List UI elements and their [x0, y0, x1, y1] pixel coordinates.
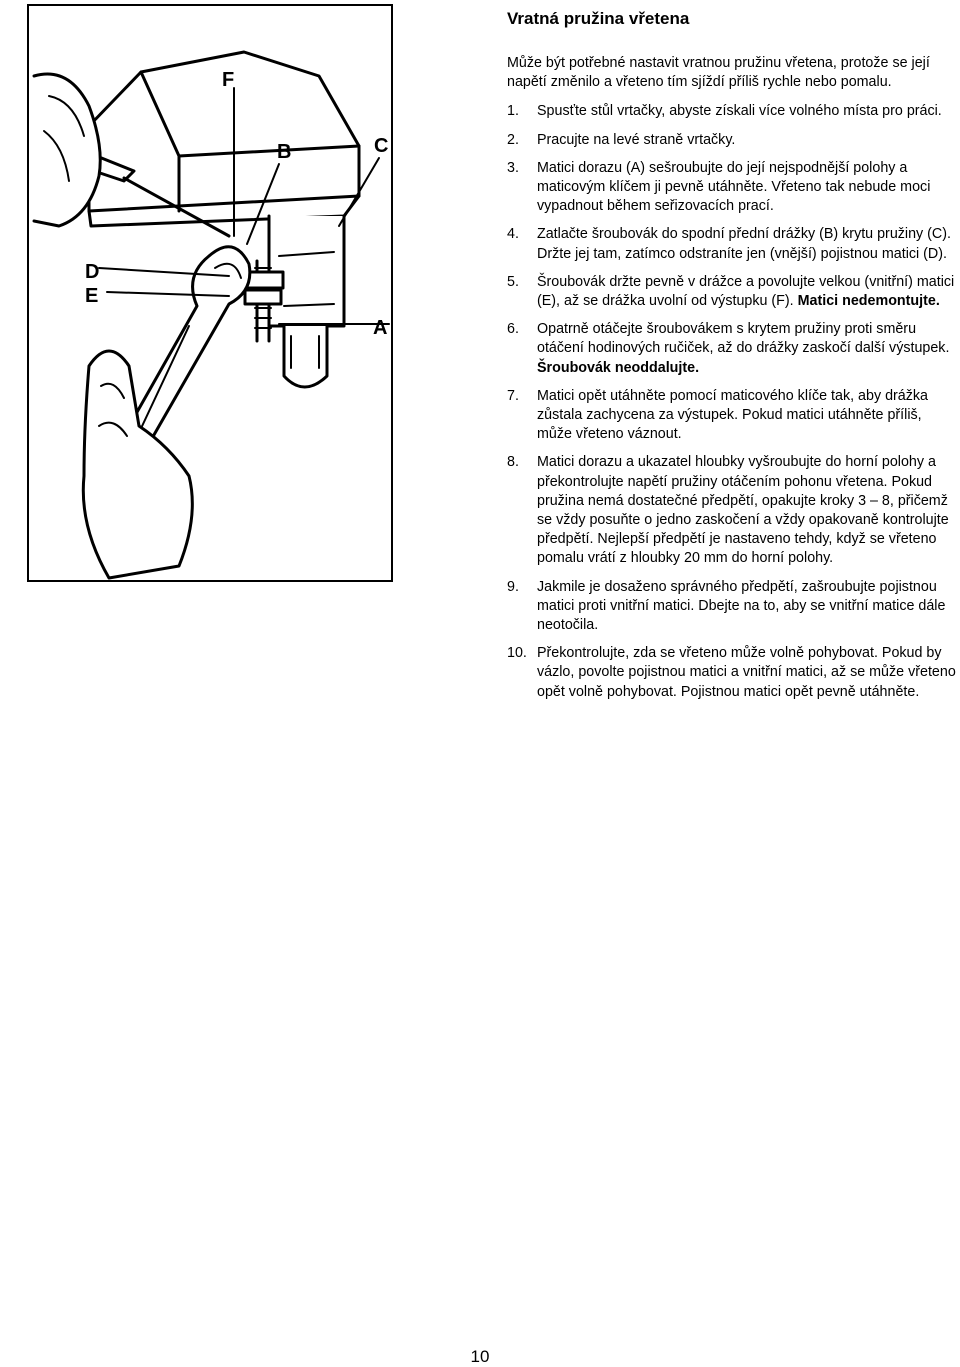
- label-d: D: [85, 261, 100, 283]
- step-text: Opatrně otáčejte šroubovákem s krytem pružiny proti směru otáčení hodinových ručiček, až do drážky zaskočí další výstupek.: [537, 321, 950, 357]
- label-f: F: [222, 69, 235, 91]
- label-b: B: [277, 141, 292, 163]
- steps-list: [507, 102, 957, 701]
- step-text: Spusťte stůl vrtačky, abyste získali více volného místa pro práci.: [537, 103, 942, 120]
- step-item: [507, 387, 957, 445]
- step-number: 1.: [507, 103, 519, 120]
- step-number: 9.: [507, 578, 519, 595]
- step-number: 2.: [507, 131, 519, 148]
- step-item: [507, 131, 957, 150]
- label-c: C: [374, 135, 389, 157]
- drill-spring-illustration: [27, 4, 393, 582]
- step-text: Překontrolujte, zda se vřeteno může volně pohybovat. Pokud by vázlo, povolte pojistnou matici a vnitřní matici, až se může vřeteno opět volně pohybovat. Pojistnou matici opět pevně utáhněte.: [537, 645, 956, 700]
- step-number: 7.: [507, 387, 519, 404]
- step-text: Zatlačte šroubovák do spodní přední drážky (B) krytu pružiny (C). Držte jej tam, zatímco odstraníte jen (vnější) pojistnou matici (D).: [537, 226, 951, 262]
- step-item: [507, 644, 957, 702]
- step-warning: Šroubovák neoddalujte.: [537, 359, 700, 376]
- step-number: 4.: [507, 226, 519, 243]
- step-text: Jakmile je dosaženo správného předpětí, zašroubujte pojistnou matici proti vnitřní matici. Dbejte na to, aby se vnitřní matice dále neotočila.: [537, 578, 946, 634]
- step-item: [507, 453, 957, 568]
- step-text: Šroubovák držte pevně v drážce a povolujte velkou (vnitřní) matici (E), až se drážka uvolní od výstupku (F).: [537, 273, 955, 310]
- section-title: Vratná pružina vřetena: [507, 9, 690, 28]
- step-item: [507, 320, 957, 378]
- step-item: [507, 578, 957, 636]
- instructions-column: [507, 8, 957, 711]
- step-item: [507, 273, 957, 311]
- step-number: 3.: [507, 159, 519, 176]
- step-text: Matici opět utáhněte pomocí maticového klíče tak, aby drážka zůstala zachycena za výstupek. Pokud matici utáhněte příliš, může vřeteno váznout.: [537, 387, 928, 443]
- step-number: 6.: [507, 321, 519, 338]
- step-item: [507, 102, 957, 121]
- step-number: 8.: [507, 454, 519, 471]
- step-item: [507, 159, 957, 217]
- step-text: Matici dorazu (A) sešroubujte do její nejspodnější polohy a maticovým klíčem ji pevně utáhněte. Vřeteno tak nebude moci vypadnout během seřizovacích prací.: [537, 159, 931, 215]
- step-number: 10.: [507, 645, 527, 662]
- step-text: Pracujte na levé straně vrtačky.: [537, 131, 736, 148]
- label-a: A: [373, 317, 388, 339]
- page-number: 10: [470, 1347, 490, 1366]
- label-e: E: [85, 285, 99, 307]
- step-number: 5.: [507, 273, 519, 290]
- step-item: [507, 225, 957, 263]
- step-warning: Matici nedemontujte.: [797, 293, 940, 310]
- step-text: Matici dorazu a ukazatel hloubky vyšroubujte do horní polohy a překontrolujte napětí pružiny otáčením pohonu vřetena. Pokud pružina nemá dostatečné předpětí, opakujte kroky 3 – 8, přičemž se vždy posuňte o jedno zaskočení a vždy opakovaně kontrolujte předpětí. Nejlepší předpětí je nastaveno tehdy, když se vřeteno pomalu vrátí z hloubky 20 mm do horní polohy.: [537, 454, 949, 567]
- illustration-svg: [29, 6, 391, 580]
- intro-paragraph: Může být potřebné nastavit vratnou pružinu vřetena, protože se její napětí změnilo a vřeteno tím sjíždí příliš rychle nebo pomalu.: [507, 55, 930, 91]
